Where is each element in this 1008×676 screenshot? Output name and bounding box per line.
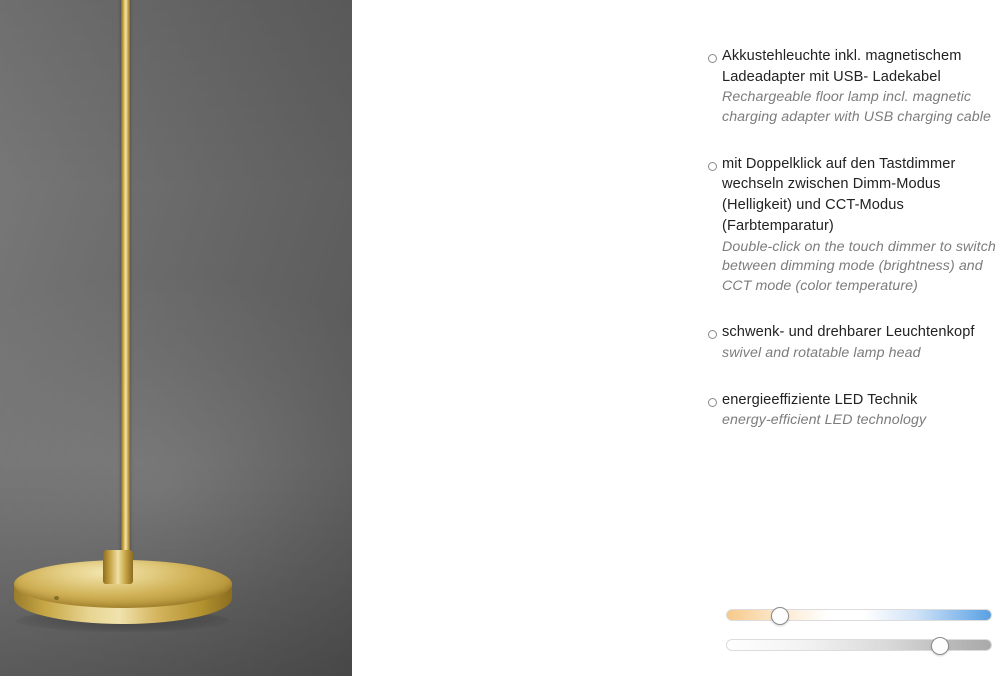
feature-text-en: Rechargeable floor lamp incl. magnetic charging adapter with USB charging cable — [722, 89, 991, 126]
feature-text-de: Akkustehleuchte inkl. magnetischem Ladeadapter mit USB- Ladekabel — [722, 48, 962, 85]
feature-text-de: schwenk- und drehbarer Leuchtenkopf — [722, 324, 975, 341]
color-temperature-knob[interactable] — [771, 607, 789, 625]
feature-list — [708, 46, 1008, 457]
product-photo — [0, 0, 352, 676]
list-item — [708, 322, 1008, 363]
brightness-track[interactable] — [726, 639, 992, 651]
feature-text-de: energieeffiziente LED Technik — [722, 391, 918, 408]
bullet-icon — [708, 330, 722, 342]
brightness-knob[interactable] — [931, 637, 949, 655]
list-item — [708, 390, 1008, 431]
feature-text-en: Double-click on the touch dimmer to switch between dimming mode (brightness) and CCT mode (color temperature) — [722, 238, 996, 294]
base-screw-icon — [54, 596, 59, 600]
lamp-base — [14, 536, 232, 634]
bullet-icon — [708, 162, 722, 174]
color-temperature-track[interactable] — [726, 609, 992, 621]
bullet-icon — [708, 398, 722, 410]
feature-panel — [352, 0, 996, 676]
base-collar — [103, 550, 133, 584]
color-temperature-slider[interactable] — [726, 608, 992, 622]
brightness-slider[interactable] — [726, 638, 992, 652]
feature-text-de: mit Doppelklick auf den Tastdimmer wechseln zwischen Dimm-Modus (Helligkeit) und CCT-Modus (Farbtemparatur) — [722, 155, 956, 234]
lamp-pole — [121, 0, 130, 566]
list-item — [708, 154, 1008, 297]
bullet-icon — [708, 54, 722, 66]
feature-text-en: energy-efficient LED technology — [722, 412, 927, 429]
list-item — [708, 46, 1008, 128]
slider-group — [726, 608, 992, 668]
feature-text-en: swivel and rotatable lamp head — [722, 345, 921, 361]
